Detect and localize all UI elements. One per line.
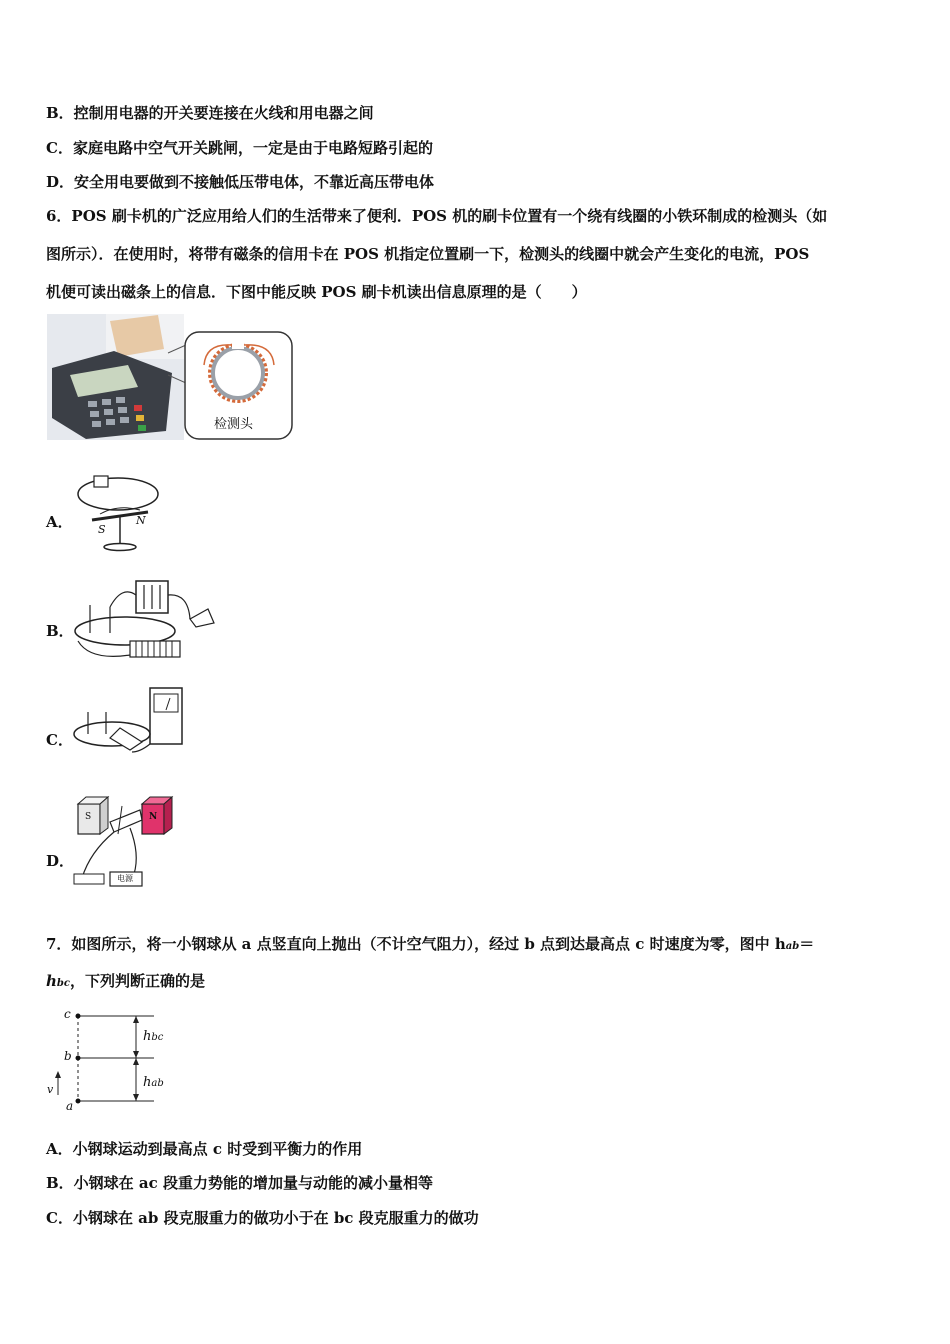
q7-stem-equals: ＝ — [799, 935, 815, 953]
q7-option-c: C．小钢球在 ab 段克服重力的做功小于在 bc 段克服重力的做功 — [46, 1209, 479, 1227]
q7-stem-text: 7．如图所示，将一小钢球从 a 点竖直向上抛出（不计空气阻力），经过 b 点到达最高点 c 时速度为零，图中 h — [46, 935, 786, 953]
point-a-label: a — [66, 1099, 74, 1113]
q7-height-diagram — [44, 1005, 184, 1115]
magnet-s-label: S — [98, 523, 106, 536]
q6-option-b-label: B． — [46, 622, 74, 640]
q6-stem-line3: 机便可读出磁条上的信息．下图中能反映 POS 刷卡机读出信息原理的是（ ） — [46, 283, 587, 301]
velocity-label: v — [47, 1083, 54, 1096]
q5-option-b: B．控制用电器的开关要连接在火线和用电器之间 — [46, 104, 374, 122]
q6-option-c-label: C． — [46, 731, 73, 749]
hbc-sub: bc — [151, 1032, 164, 1043]
hab-sub: ab — [151, 1078, 164, 1089]
q7-option-a: A．小钢球运动到最高点 c 时受到平衡力的作用 — [46, 1140, 363, 1158]
option-c-galvanometer-figure — [70, 686, 190, 766]
detector-head-caption: 检测头 — [214, 417, 254, 432]
q7-stem-line1 — [46, 933, 814, 954]
magnet-n-label-d: N — [149, 812, 158, 822]
q6-stem-line2: 图所示）．在使用时，将带有磁条的信用卡在 POS 机指定位置刷一下，检测头的线圈中就会产生变化的电流，POS — [46, 245, 810, 263]
hab-h: h — [143, 1075, 152, 1090]
option-a-compass-figure — [70, 470, 165, 555]
q7-stem-sub-ab: ab — [785, 941, 800, 952]
q6-option-d-label: D． — [46, 852, 75, 870]
q7-stem-line2 — [46, 970, 205, 991]
option-d-generator-figure — [70, 792, 180, 894]
point-c-label: c — [64, 1007, 71, 1021]
q7-stem-sub-bc: bc — [56, 978, 70, 989]
q5-option-d: D．安全用电要做到不接触低压带电体，不靠近高压带电体 — [46, 173, 435, 191]
option-b-motor-figure — [70, 575, 220, 670]
magnet-s-label-d: S — [85, 812, 92, 822]
point-b-label: b — [64, 1049, 72, 1063]
q7-stem-h: h — [46, 972, 57, 990]
q5-option-c: C．家庭电路中空气开关跳闸，一定是由于电路短路引起的 — [46, 139, 433, 157]
q7-option-b: B．小钢球在 ac 段重力势能的增加量与动能的减小量相等 — [46, 1174, 433, 1192]
hab-label — [143, 1075, 164, 1090]
pos-machine-figure — [46, 313, 296, 443]
power-source-label: 电源 — [117, 874, 133, 883]
q6-stem-line1: 6．POS 刷卡机的广泛应用给人们的生活带来了便利．POS 机的刷卡位置有一个绕有线圈的小铁环制成的检测头（如 — [46, 207, 828, 225]
q7-stem-rest: ，下列判断正确的是 — [70, 972, 206, 990]
hbc-h: h — [143, 1029, 152, 1044]
hbc-label — [143, 1029, 163, 1044]
magnet-n-label: N — [136, 514, 146, 527]
q6-option-a-label: A． — [46, 513, 73, 531]
